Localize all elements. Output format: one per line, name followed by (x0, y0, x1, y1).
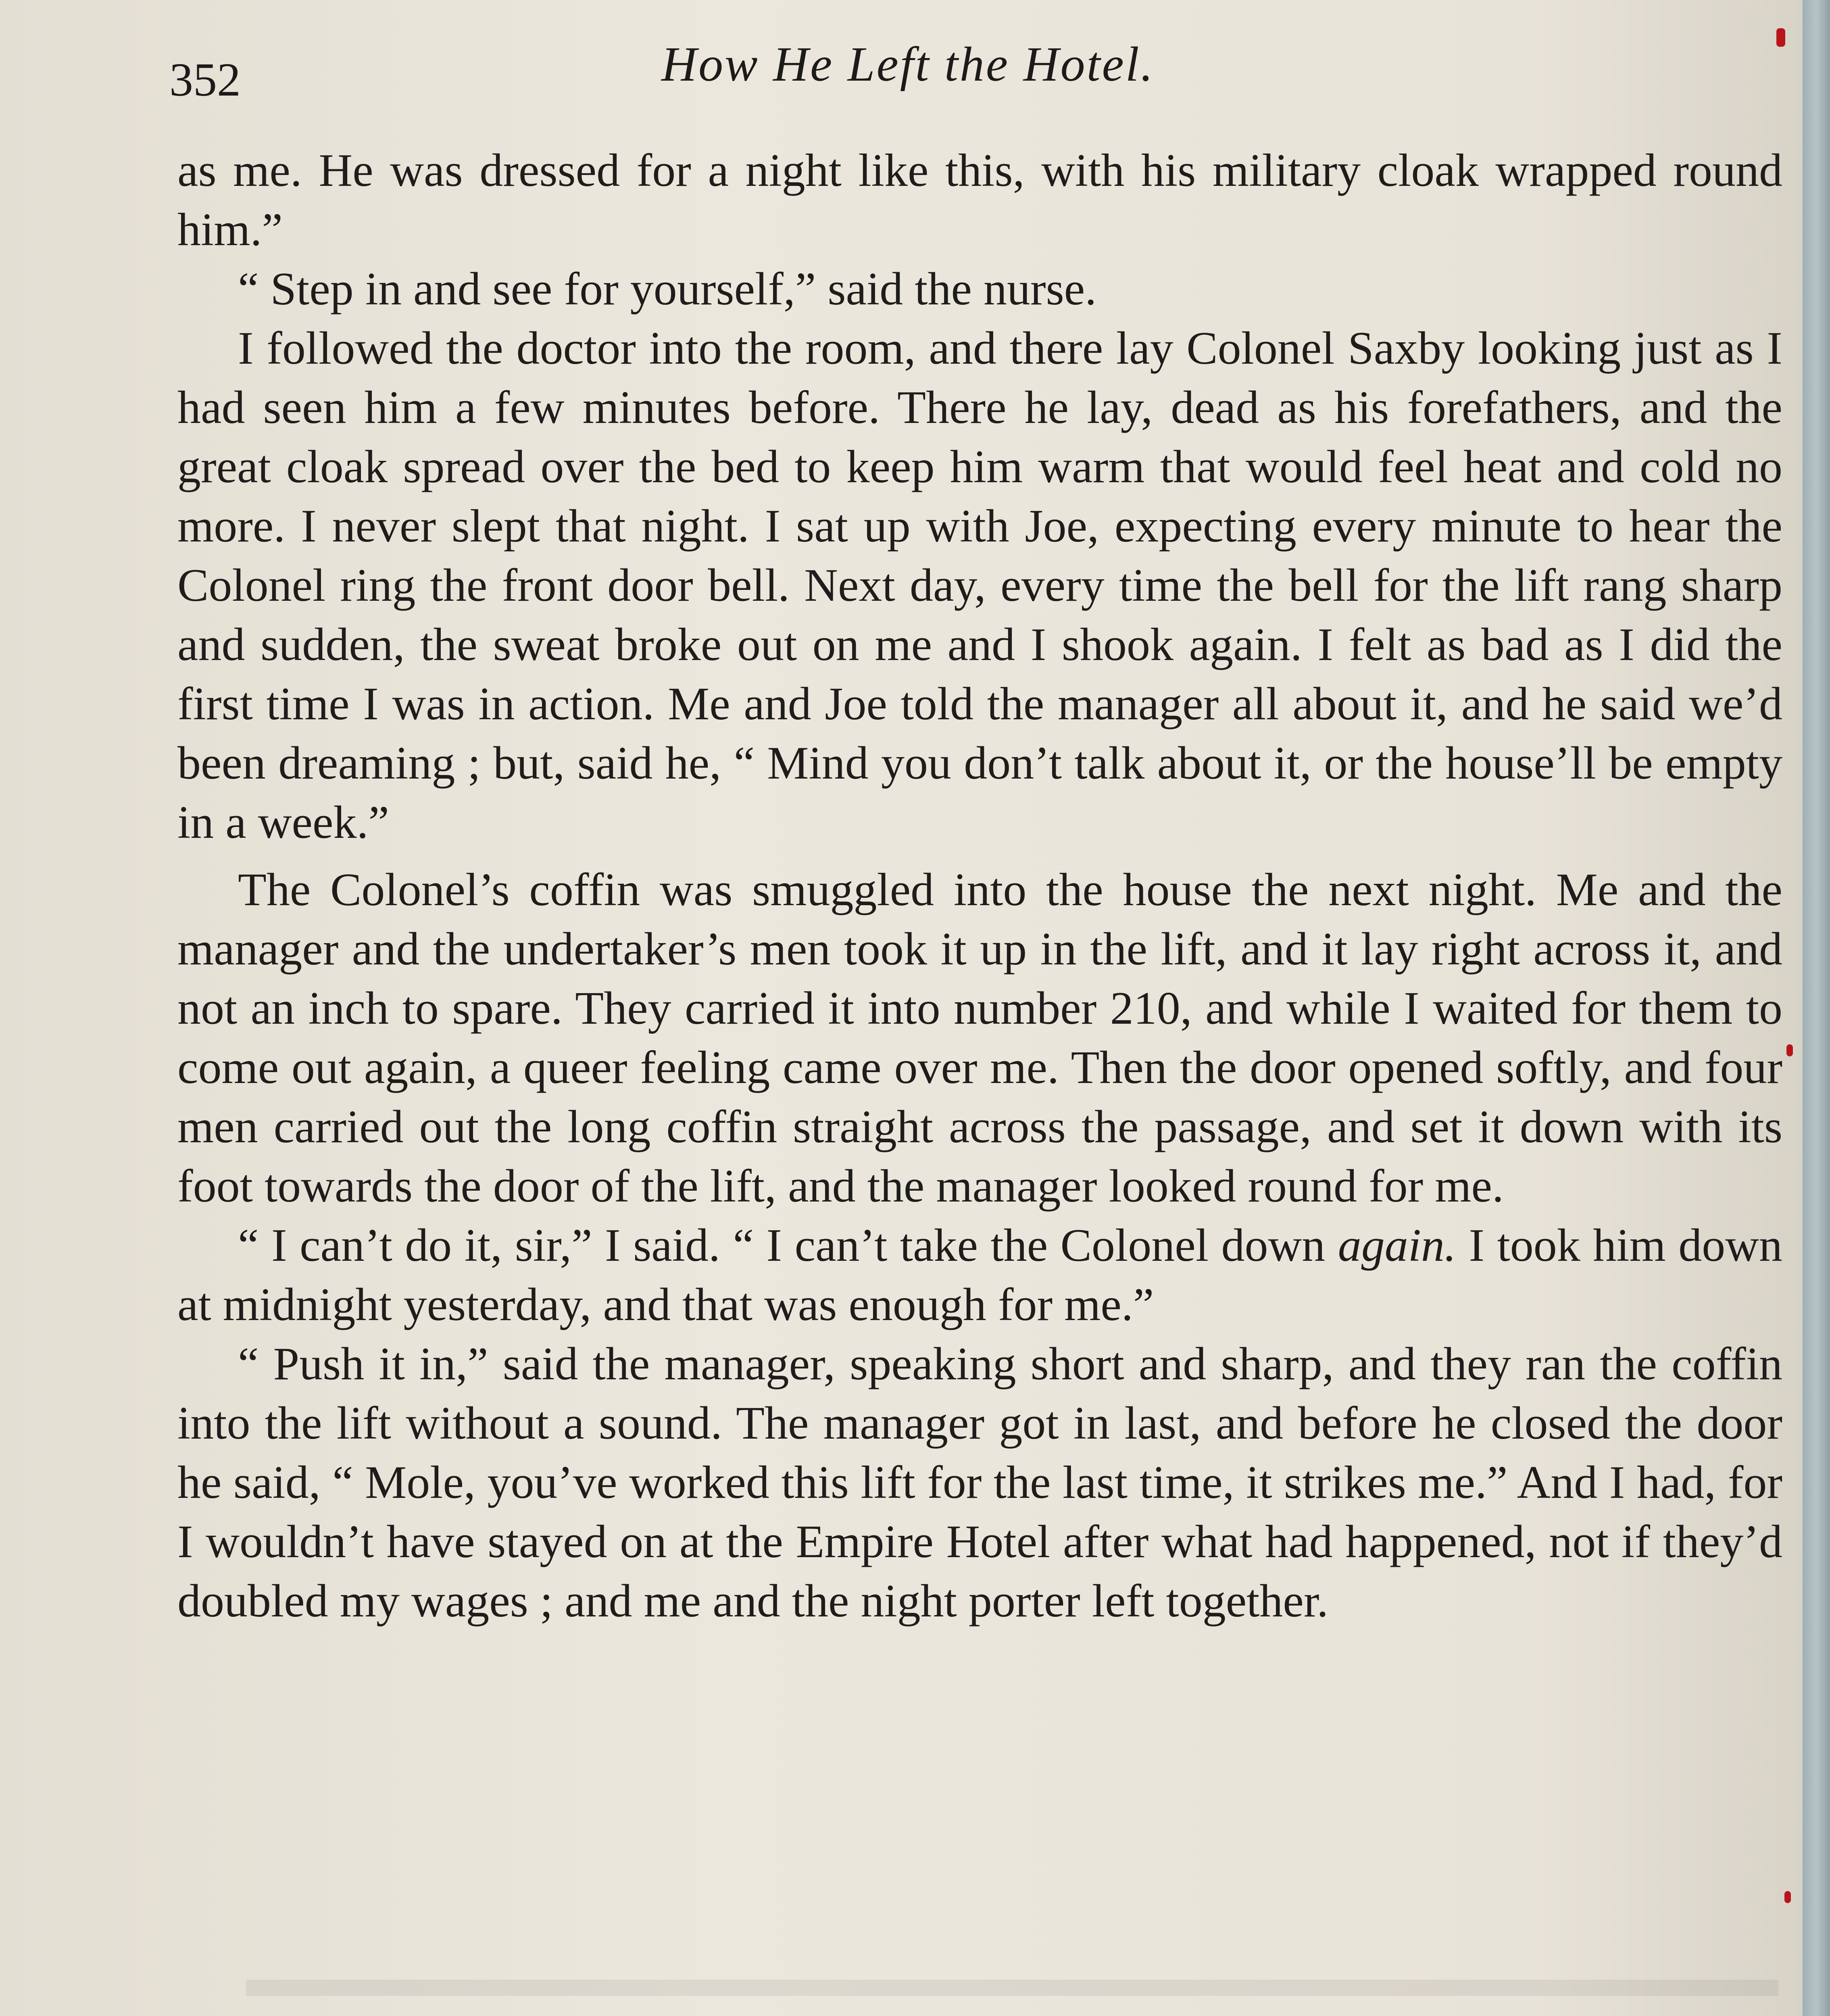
page-edge (1803, 0, 1830, 2016)
red-ink-mark (1786, 1044, 1793, 1056)
paragraph-5-continuation: I took him down at midnight yesterday, and that was enough for me.” (177, 1220, 1782, 1331)
show-through-lines (186, 1956, 1778, 2016)
body-text (177, 141, 1782, 1631)
red-ink-mark (1784, 1891, 1791, 1903)
paragraph-1: as me. He was dressed for a night like this, with his military cloak wrapped round him.” (177, 145, 1782, 256)
red-ink-mark (1776, 28, 1785, 47)
paragraph-6: “ Push it in,” said the manager, speaking short and sharp, and they ran the coffin into the lift without a sound. The manager got in last, and before he closed the door he said, “ Mole, you’ve worked this lift for the last time, it strikes me.” And I had, for I wouldn’t have stayed on at the Empire Hotel after what had happened, not if they’d doubled my wages ; and me and the night porter left together. (177, 1338, 1782, 1627)
show-through-text (186, 1956, 1778, 2016)
paragraph-5 (177, 1216, 1782, 1335)
paragraph-2: “ Step in and see for yourself,” said the nurse. (238, 263, 1097, 315)
running-head: How He Left the Hotel. (661, 37, 1155, 92)
page-number: 352 (169, 53, 241, 106)
paragraph-3: I followed the doctor into the room, and there lay Colonel Saxby looking just as I had seen him a few minutes before. There he lay, dead as his forefathers, and the great cloak spread over the bed to keep him warm that would feel heat and cold no more. I never slept that night. I sat up with Joe, expecting every minute to hear the Colonel ring the front door bell. Next day, every time the bell for the lift rang sharp and sudden, the sweat broke out on me and I shook again. I felt as bad as I did the first time I was in action. Me and Joe told the manager all about it, and he said we’d been dreaming ; but, said he, “ Mind you don’t talk about it, or the house’ll be empty in a week.” (177, 323, 1782, 848)
paragraph-5-italic: again. (1338, 1220, 1456, 1271)
paragraph-4: The Colonel’s coffin was smuggled into the house the next night. Me and the manager and the undertaker’s men took it up in the lift, and it lay right across it, and not an inch to spare. They carried it into number 210, and while I waited for them to come out again, a queer feeling came over me. Then the door opened softly, and four men carried out the long coffin straight across the passage, and set it down with its foot towards the door of the lift, and the manager looked round for me. (177, 864, 1782, 1212)
paragraph-5-text: “ I can’t do it, sir,” I said. “ I can’t take the Colonel down (238, 1220, 1326, 1271)
